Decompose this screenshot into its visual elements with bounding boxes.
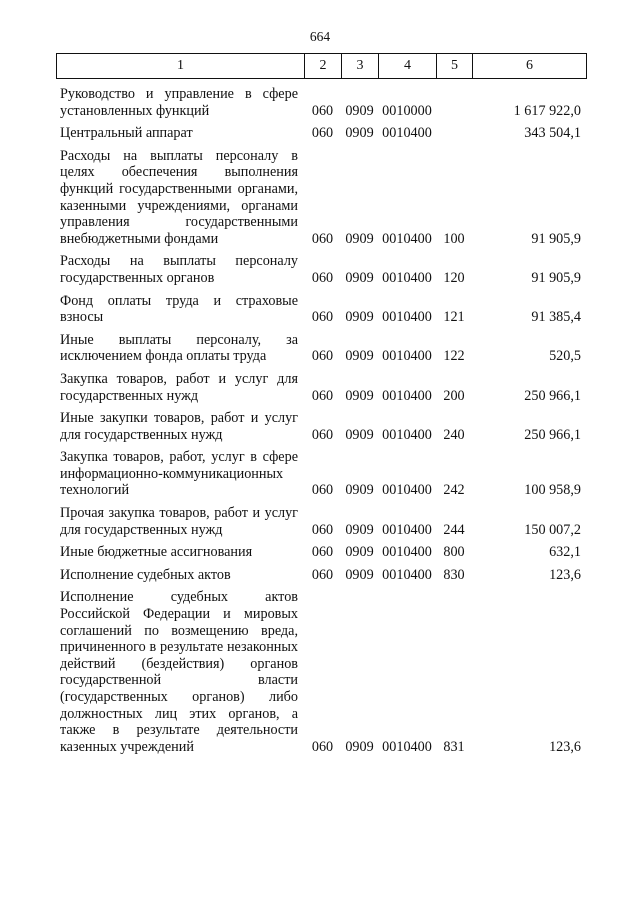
row-name: Иные выплаты персоналу, за исключением фонда оплаты труда bbox=[60, 331, 298, 365]
row-amount: 91 385,4 bbox=[531, 309, 581, 326]
row-code-2: 060 bbox=[311, 521, 334, 538]
row-code-5: 121 bbox=[443, 309, 465, 326]
table-body bbox=[56, 86, 587, 761]
row-code-4: 0010400 bbox=[382, 269, 432, 286]
row-code-3: 0909 bbox=[345, 348, 374, 365]
row-name: Расходы на выплаты персоналу в целях обеспечения выполнения функций государственными органами, казенными учреждениями, органами управления государственными внебюджетными фондами bbox=[60, 147, 298, 247]
row-code-2: 060 bbox=[311, 738, 334, 755]
row-code-3: 0909 bbox=[345, 544, 374, 561]
row-code-3: 0909 bbox=[345, 102, 374, 119]
row-amount: 100 958,9 bbox=[524, 482, 581, 499]
row-amount: 520,5 bbox=[549, 348, 581, 365]
row-amount: 250 966,1 bbox=[524, 387, 581, 404]
header-col-4: 4 bbox=[379, 54, 437, 78]
row-code-4: 0010400 bbox=[382, 426, 432, 443]
table-row bbox=[56, 253, 587, 286]
row-code-5: 120 bbox=[443, 269, 465, 286]
row-code-2: 060 bbox=[311, 566, 334, 583]
row-name: Прочая закупка товаров, работ и услуг для государственных нужд bbox=[60, 505, 298, 538]
row-code-3: 0909 bbox=[345, 230, 374, 247]
row-code-5: 122 bbox=[443, 348, 465, 365]
header-col-5: 5 bbox=[437, 54, 473, 78]
row-code-5: 100 bbox=[443, 230, 465, 247]
row-name: Руководство и управление в сфере установленных функций bbox=[60, 86, 298, 119]
table-row bbox=[56, 410, 587, 443]
table-row bbox=[56, 371, 587, 404]
row-amount: 123,6 bbox=[549, 738, 581, 755]
table-row bbox=[56, 125, 587, 142]
row-code-4: 0010400 bbox=[382, 309, 432, 326]
row-amount: 632,1 bbox=[549, 544, 581, 561]
row-name: Закупка товаров, работ и услуг для государственных нужд bbox=[60, 370, 298, 404]
row-code-4: 0010400 bbox=[382, 544, 432, 561]
row-name: Закупка товаров, работ, услуг в сфере информационно-коммуникационных технологий bbox=[60, 449, 298, 499]
row-code-3: 0909 bbox=[345, 387, 374, 404]
row-code-3: 0909 bbox=[345, 269, 374, 286]
row-code-2: 060 bbox=[311, 125, 334, 142]
row-code-5: 831 bbox=[443, 738, 465, 755]
header-col-2: 2 bbox=[305, 54, 342, 78]
table-row bbox=[56, 293, 587, 326]
row-code-2: 060 bbox=[311, 387, 334, 404]
row-code-2: 060 bbox=[311, 309, 334, 326]
table-row bbox=[56, 449, 587, 499]
table-row bbox=[56, 589, 587, 755]
row-code-2: 060 bbox=[311, 426, 334, 443]
row-amount: 1 617 922,0 bbox=[513, 102, 581, 119]
table-row bbox=[56, 544, 587, 561]
row-code-4: 0010400 bbox=[382, 566, 432, 583]
row-code-3: 0909 bbox=[345, 521, 374, 538]
row-amount: 123,6 bbox=[549, 566, 581, 583]
row-amount: 91 905,9 bbox=[531, 269, 581, 286]
row-name: Фонд оплаты труда и страховые взносы bbox=[60, 292, 298, 326]
row-amount: 343 504,1 bbox=[524, 125, 581, 142]
header-col-6: 6 bbox=[526, 58, 533, 73]
table-row bbox=[56, 86, 587, 119]
table-row bbox=[56, 505, 587, 538]
table-row bbox=[56, 148, 587, 248]
row-code-2: 060 bbox=[311, 544, 334, 561]
row-code-4: 0010400 bbox=[382, 738, 432, 755]
row-code-2: 060 bbox=[311, 102, 334, 119]
row-code-5: 242 bbox=[443, 482, 465, 499]
row-code-3: 0909 bbox=[345, 309, 374, 326]
row-code-2: 060 bbox=[311, 269, 334, 286]
row-code-3: 0909 bbox=[345, 482, 374, 499]
row-amount: 250 966,1 bbox=[524, 426, 581, 443]
row-amount: 150 007,2 bbox=[524, 521, 581, 538]
row-name: Иные закупки товаров, работ и услуг для государственных нужд bbox=[60, 410, 298, 443]
row-code-3: 0909 bbox=[345, 426, 374, 443]
row-code-5: 244 bbox=[443, 521, 465, 538]
row-code-4: 0010400 bbox=[382, 387, 432, 404]
row-code-4: 0010400 bbox=[382, 348, 432, 365]
table-header bbox=[56, 53, 587, 79]
row-code-3: 0909 bbox=[345, 125, 374, 142]
table-row bbox=[56, 332, 587, 365]
row-name: Расходы на выплаты персоналу государственных органов bbox=[60, 253, 298, 286]
row-name: Центральный аппарат bbox=[60, 125, 193, 142]
row-code-2: 060 bbox=[311, 482, 334, 499]
header-col-3: 3 bbox=[342, 54, 379, 78]
row-name: Исполнение судебных актов bbox=[60, 566, 231, 583]
row-name: Исполнение судебных актов Российской Федерации и мировых соглашений по возмещению вреда, причиненного в результате незаконных действий (бездействия) органов государственной власти (государственных органов) либо должностных лиц этих органов, а также в результате деятельности казенных учреждений bbox=[60, 589, 298, 755]
row-code-5: 240 bbox=[443, 426, 465, 443]
row-code-3: 0909 bbox=[345, 738, 374, 755]
row-code-4: 0010400 bbox=[382, 125, 432, 142]
table-row bbox=[56, 567, 587, 584]
row-code-2: 060 bbox=[311, 348, 334, 365]
row-code-5: 800 bbox=[443, 544, 465, 561]
row-name: Иные бюджетные ассигнования bbox=[60, 544, 253, 561]
row-code-5: 200 bbox=[443, 387, 465, 404]
row-amount: 91 905,9 bbox=[531, 230, 581, 247]
row-code-3: 0909 bbox=[345, 566, 374, 583]
row-code-4: 0010000 bbox=[382, 102, 432, 119]
row-code-4: 0010400 bbox=[382, 521, 432, 538]
row-code-5: 830 bbox=[443, 566, 465, 583]
row-code-4: 0010400 bbox=[382, 230, 432, 247]
row-code-2: 060 bbox=[311, 230, 334, 247]
page-number: 664 bbox=[309, 29, 331, 44]
row-code-4: 0010400 bbox=[382, 482, 432, 499]
header-col-1: 1 bbox=[57, 54, 305, 78]
